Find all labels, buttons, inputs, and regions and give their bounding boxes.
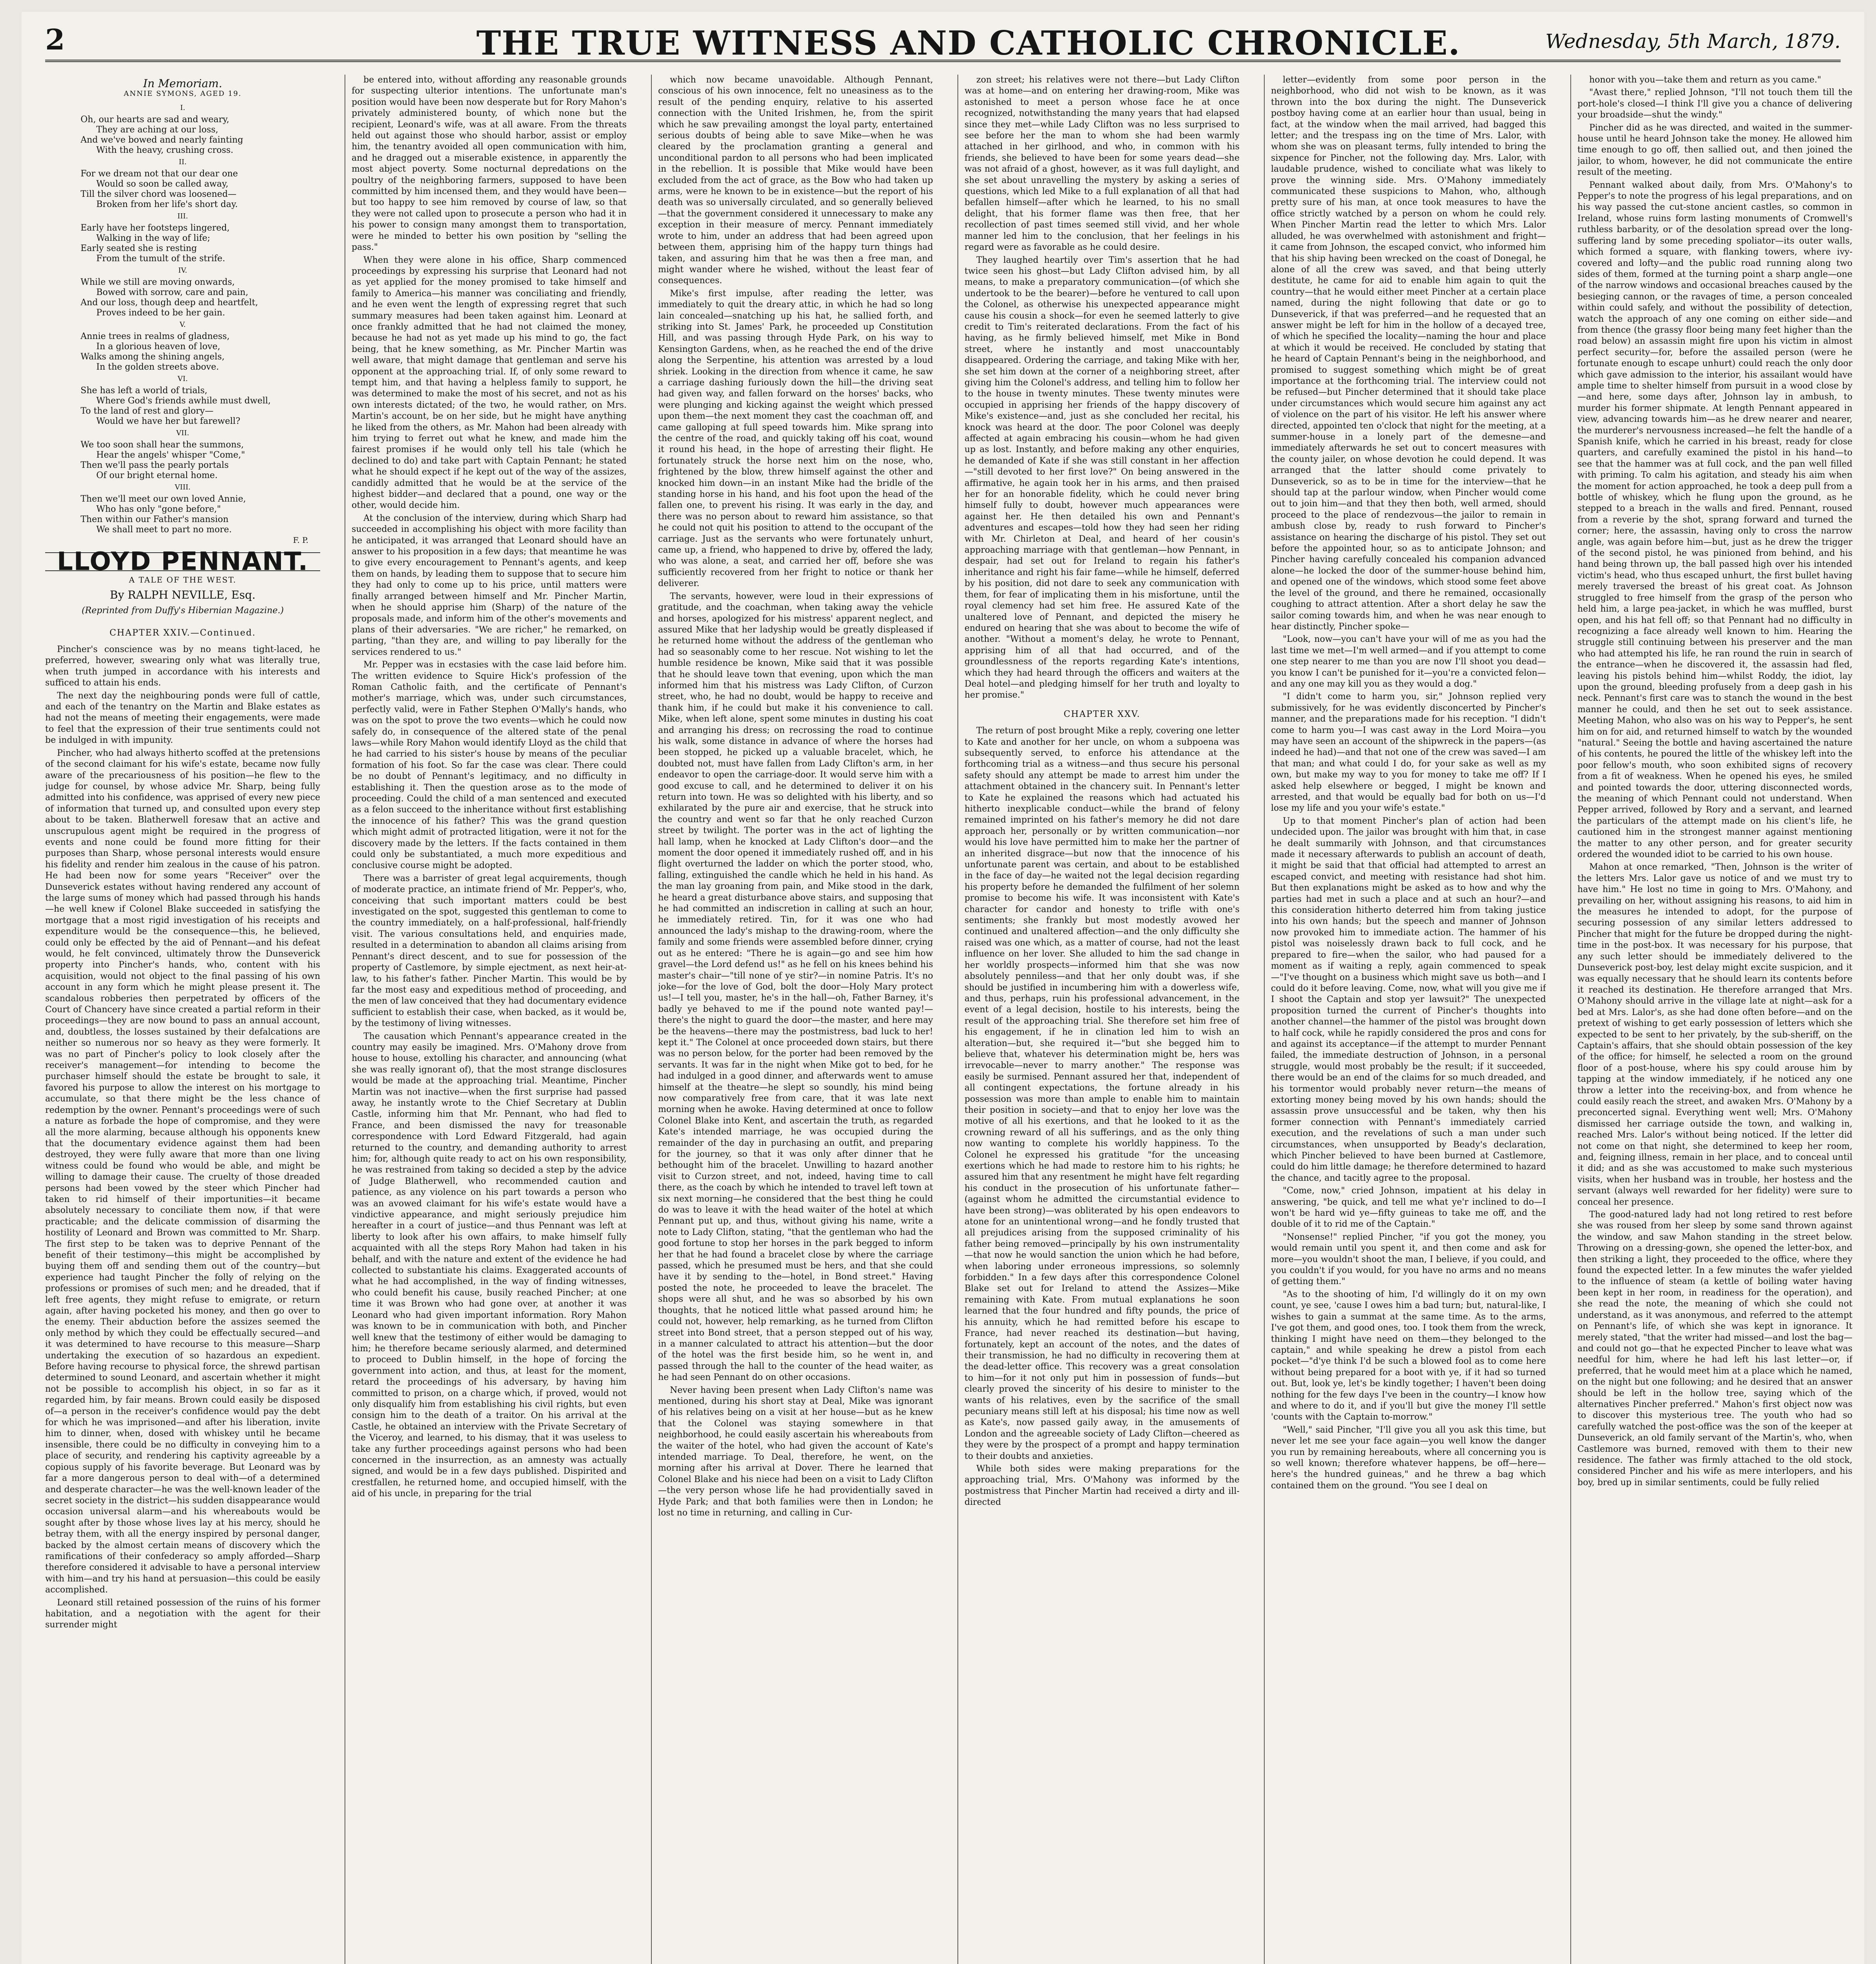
column-rule <box>651 75 652 1964</box>
stanza-number: V. <box>180 321 186 329</box>
paragraph: "As to the shooting of him, I'd willingly do it on my own count, ye see, 'cause I owes him a bad turn; but, natural-like, I wishes to gain a summat at the same time. As to the arms, I've got them, and good ones, too. I took them from the wreck, thinking I might have need on them—they belonged to the captain," and while speaking he drew a pistol from each pocket—"d'ye think I'd be such a blowed fool as to come here without being prepared for a boot with ye, if it had so turned out. But, look ye, let's be kindly together; I haven't been doing nothing for the few days I've been in the country—I know how and where to do it, and if you'll but give the money I'll settle 'counts with the Captain to-morrow." <box>1271 1289 1546 1422</box>
paragraph: There was a barrister of great legal acquirements, though of moderate practice, an intimate friend of Mr. Pepper's, who, conceiving that such important matters could be best investigated on the spot, suggested this gentleman to come to the country immediately, on a half-professional, half-friendly visit. The various consultations held, and enquiries made, resulted in a determination to abandon all claims arising from Pennant's direct descent, and to sue for possession of the property of Castlemore, by simple ejectment, as next heir-at-law, to his father's father. Pincher Martin. This would be by far the most easy and expeditious method of proceeding, and the men of law conceived that they had documentary evidence sufficient to establish their case, when backed, as it would be, by the testimony of living witnesses. <box>352 873 627 1029</box>
story-title: LLOYD PENNANT. <box>45 552 320 571</box>
page-number: 2 <box>45 23 65 56</box>
column-rule <box>1264 75 1265 1964</box>
column-6-text <box>1577 75 1852 1488</box>
paragraph: Mr. Pepper was in ecstasies with the case laid before him. The written evidence to Squire Hick's profession of the Roman Catholic faith, and the certificate of Pennant's mother's marriage, which was, under such circumstances, perfectly valid, were in Father Stephen O'Mally's hands, who was on the spot to prove the two events—which he could now safely do, in consequence of the altered state of the penal laws—while Rory Mahon would identify Lloyd as the child that he had carried to his sister's house by means of the peculiar formation of his foot. So far the case was clear. There could be no doubt of Pennant's legitimacy, and no difficulty in establishing it. Then the question arose as to the mode of proceeding. Could the child of a man sentenced and executed as a felon succeed to the inheritance without first establishing the innocence of his father? This was the grand question which might admit of protracted litigation, were it not for the discovery made by the letters. If the facts contained in them could only be substantiated, a much more expeditious and conclusive course might be adopted. <box>352 660 627 871</box>
paragraph: "Nonsense!" replied Pincher, "if you got the money, you would remain until you spent it, and then come and ask for more—you wouldn't shoot the man, I believe, if you could, and you couldn't if you would, for you have no arms and no means of getting them." <box>1271 1232 1546 1287</box>
poem-line: Then within our Father's mansion <box>81 515 229 524</box>
paragraph: "Avast there," replied Johnson, "I'll not touch them till the port-hole's closed—I think I'll give you a chance of delivering your broadside—shut the windy." <box>1577 88 1852 120</box>
masthead <box>45 19 1841 62</box>
stanza-number: IV. <box>178 266 187 275</box>
paragraph: Mahon at once remarked, "Then, Johnson is the writer of the letters Mrs. Lalor gave us notice of and we must try to have him." He lost no time in going to Mrs. O'Mahony, and prevailing on her, without assigning his reasons, to aid him in the measures he intended to adopt, for the purpose of securing possession of any similar letters addressed to Pincher that might for the future be dropped during the night-time in the post-box. It was necessary for his purpose, that any such letter should be immediately delivered to the Dunseverick post-boy, lest delay might excite suspicion, and it was equally necessary that he should learn its contents before it reached its destination. He therefore arranged that Mrs. O'Mahony should arrive in the village late at night—ask for a bed at Mrs. Lalor's, as she had done often before—and on the pretext of wishing to get early possession of letters which she expected to be sent to her privately, by the sub-sheriff, on the Captain's affairs, that she should obtain possession of the key of the office; for himself, he selected a room on the ground floor of a post-house, where his spy could arouse him by tapping at the window immediately, if he noticed any one throw a letter into the receiving-box, and from whence he could easily reach the street, and awaken Mrs. O'Mahony by a preconcerted signal. Everything went well; Mrs. O'Mahony dismissed her carriage outside the town, and walking in, reached Mrs. Lalor's without being noticed. If the letter did not come on that night, she determined to keep her room, and, feigning illness, remain in her place, and to conceal until it did; and as she was accustomed to make such mysterious visits, when her husband was in trouble, her hostess and the servant (always well rewarded for her fidelity) were sure to conceal her presence. <box>1577 862 1852 1207</box>
paragraph: The next day the neighbouring ponds were full of cattle, and each of the tenantry on the Martin and Blake estates as had not the means of meeting their engagements, were made to feel that the expression of their true sentiments could not be indulged in with impunity. <box>45 691 320 746</box>
paragraph: The servants, however, were loud in their expressions of gratitude, and the coachman, when taking away the vehicle and horses, apologized for his mistress' apparent neglect, and assured Mike that her ladyship would be greatly displeased if he returned home without the address of the gentleman who had so seasonably come to her rescue. Not wishing to let the humble residence be known, Mike said that it was possible that he should leave town that evening, upon which the man informed him that his mistress was Lady Clifton, of Curzon street, who, he had no doubt, would be happy to receive and thank him, if he could but make it his convenience to call. Mike, when left alone, spent some minutes in dusting his coat and arranging his dress; on recrossing the road to continue his walk, some distance in advance of where the horses had been stopped, he picked up a valuable bracelet, which, he doubted not, must have fallen from Lady Clifton's arm, in her endeavor to open the carriage-door. It would serve him with a good excuse to call, and he determined to deliver it on his return into town. He was so delighted with his liberty, and so exhilarated by the pure air and exercise, that he struck into the country and went so far that he only reached Curzon street by twilight. The porter was in the act of lighting the hall lamp, when he knocked at Lady Clifton's door—and the moment the door opened it immediately rushed off, and in his flight overturned the ladder on which the porter stood, who, falling, extinguished the candle which he held in his hand. As the man lay groaning from pain, and Mike stood in the dark, he heard a great disturbance above stairs, and supposing that he had committed an indiscretion in calling at such an hour, he immediately retired. Tin, for it was one who had announced the lady's mishap to the drawing-room, where the family and some friends were assembled before dinner, crying out as he entered: "There he is again—go and see him how gravel—the Lord defend us!" as he fell on his knees behind his master's chair—"till none of ye stir?—in nomine Patris. It's no joke—for the love of God, bolt the door—Holy Mary protect us!—I tell you, master, he's in the hall—oh, Father Barney, it's badly ye behaved to me if the pound note wanted pay!—there's the night to guard the door—the master, and here may be the heavens—there may the postmistress, bad luck to her! kept it." The Colonel at once proceeded down stairs, but there was no person below, for the porter had been removed by the servants. It was far in the night when Mike got to bed, for he had indulged in a good dinner, and afterwards went to amuse himself at the theatre—he slept so soundly, his mind being now comparatively free from care, that it was late next morning when he awoke. Having determined at once to follow Colonel Blake into Kent, and ascertain the truth, as regarded Kate's intended marriage, he was occupied during the remainder of the day in purchasing an outfit, and preparing for the journey, so that it was only after dinner that he bethought him of the bracelet. Unwilling to hazard another visit to Curzon street, and not, indeed, having time to call there, as the coach by which he intended to travel left town at six next morning—he considered that the best thing he could do was to leave it with the head waiter of the hotel at which Pennant put up, and thus, without giving his name, write a note to Lady Clifton, stating, "that the gentleman who had the good fortune to stop her horses in the park begged to inform her that he had found a bracelet close by where the carriage passed, which he presumed must be hers, and that she could have it by sending to the—hotel, in Bond street." Having posted the note, he proceeded to leave the bracelet. The shops were all shut, and he was so absorbed by his own thoughts, that he noticed little what passed around him; he could not, however, help remarking, as he turned from Clifton street into Bond street, that a person stepped out of his way, in a manner calculated to attract his attention—but the door of the hotel was the first beside him, so he went in, and passed through the hall to the counter of the head waiter, as he had seen Pennant do on other occasions. <box>658 591 933 1383</box>
paragraph: When they were alone in his office, Sharp commenced proceedings by expressing his surprise that Leonard had not as yet applied for the money promised to take himself and family to America—his manner was conciliating and friendly, and he even went the length of expressing regret that such summary measures had been taken against him. Leonard at once frankly admitted that he had not claimed the money, because he had not as yet made up his mind to go, the fact being, that he knew something, as Mr. Pincher Martin was well aware, that might damage that gentleman and serve his opponent at the approaching trial. If, of only some reward to tempt him, and that having a helpless family to support, he was determined to make the most of his secret, and not as his own interests dictated; of the two, he would rather, on Mrs. Martin's account, be on her side, but he might have anything he liked from the others, as Mr. Mahon had been already with him trying to ferret out what he knew, and made him the fairest promises if he would only tell his tale (which he declined to do) and take part with Captain Pennant; he stated what he should expect if he kept out of the way of the assizes, candidly admitted that he would be at the service of the highest bidder—and declared that a pound, one way or the other, would decide him. <box>352 255 627 511</box>
stanza-number: III. <box>177 212 188 220</box>
paragraph: honor with you—take them and return as you came." <box>1589 75 1821 85</box>
poem-line: Bowed with sorrow, care and pain, <box>96 288 248 297</box>
poem-line: Would so soon be called away, <box>96 179 229 189</box>
paragraph: They laughed heartily over Tim's assertion that he had twice seen his ghost—but Lady Clifton advised him, by all means, to make a preparatory communication—(of which she undertook to be the bearer)—before he ventured to call upon the Colonel, as otherwise his unexpected appearance might cause his cousin a shock—for even he seemed latterly to give credit to Tim's reiterated declarations. From the fact of his having, as he firmly believed himself, met Mike in Bond street, where he instantly and most unaccountably disappeared. Ordering the carriage, and taking Mike with her, she set him down at the corner of a neighboring street, after giving him the Colonel's address, and telling him to follow her to the house in twenty minutes. These twenty minutes were occupied in apprising her friends of the happy discovery of Mike's existence—and, just as she concluded her recital, his knock was heard at the door. The poor Colonel was deeply affected at again embracing his cousin—whom he had given up as lost. Instantly, and before making any other enquiries, he demanded of Kate if she was still constant in her affection—"still devoted to her first love?" On being answered in the affirmative, he again took her in his arms, and then praised her for an honorable fidelity, which he could never bring himself fully to doubt, however much appearances were against her. He then detailed his own and Pennant's adventures and escapes—told how they had seen her riding with Mr. Chirleton at Deal, and heard of her cousin's approaching marriage with that gentleman—how Pennant, in despair, had set out for Ireland to regain his father's inheritance and right his fair fame—while he himself, deferred by his position, did not dare to seek any communication with them, for fear of implicating them in his misfortune, until the royal clemency had set him free. He assured Kate of the unaltered love of Pennant, and depicted the misery he endured on hearing that she was about to become the wife of another. "Without a moment's delay, he wrote to Pennant, apprising him of all that had occurred, and of the groundlessness of the reports regarding Kate's intentions, which they had heard through the officers and waiters at the Deal hotel—and pledging himself for her truth and loyalty to her promise." <box>965 255 1240 700</box>
column-4 <box>965 75 1240 1964</box>
poem-line: Early seated she is resting <box>81 244 197 253</box>
poem-line: Where God's friends awhile must dwell, <box>96 396 271 406</box>
poem <box>45 79 320 545</box>
paragraph: The causation which Pennant's appearance created in the country may easily be imagined. Mrs. O'Mahony drove from house to house, extolling his character, and announcing (what she was really ignorant of), that the most strange disclosures would be made at the approaching trial. Meantime, Pincher Martin was not inactive—when the first surprise had passed away, he instantly wrote to the Chief Secretary at Dublin Castle, informing him that Mr. Pennant, who had fled to France, and been dismissed the navy for treasonable correspondence with Lord Edward Fitzgerald, had again returned to the country, and demanding authority to arrest him; for, although quite ready to act on his own responsibility, he was restrained from taking so decided a step by the advice of Judge Blatherwell, who recommended caution and patience, as any violence on his part towards a person who was an avowed claimant for his wife's estate would have a vindictive appearance, and might seriously prejudice him hereafter in a court of justice—and thus Pennant was left at liberty to look after his own affairs, to make himself fully acquainted with all the steps Rory Mahon had taken in his behalf, and with the nature and extent of the evidence he had collected to substantiate his claims. Exaggerated accounts of what he had accomplished, in the way of finding witnesses, who could benefit his cause, busily reached Pincher; at one time it was Brown who had gone over, at another it was Leonard who had given important information. Rory Mahon was known to be in communication with both, and Pincher well knew that the testimony of either would be damaging to him; he therefore became seriously alarmed, and determined to proceed to Dublin himself, in the hope of forcing the government into action, and thus, at least for the moment, retard the proceedings of his adversary, by having him committed to prison, on a charge which, if proved, would not only disqualify him from establishing his civil rights, but even consign him to the death of a traitor. On his arrival at the Castle, he obtained an interview with the Private Secretary of the Viceroy, and learned, to his dismay, that it was useless to take any further proceedings against persons who had been concerned in the insurrection, as an amnesty was actually signed, and would be in a few days published. Dispirited and crestfallen, he returned home, and occupied himself, with the aid of his uncle, in preparing for the trial <box>352 1031 627 1499</box>
poem-line: We too soon shall hear the summons, <box>81 440 244 450</box>
story-author: By RALPH NEVILLE, Esq. <box>110 588 256 601</box>
poem-line: Till the silver chord was loosened— <box>81 189 237 199</box>
story-reprint-note: (Reprinted from Duffy's Hibernian Magazine.) <box>81 606 284 616</box>
poem-line: Walks among the shining angels, <box>81 352 225 362</box>
poem-line: And we've bowed and nearly fainting <box>81 135 243 145</box>
paragraph: While both sides were making preparations for the approaching trial, Mrs. O'Mahony was informed by the postmistress that Pincher Martin had received a dirty and ill-directed <box>965 1464 1240 1508</box>
paragraph: Never having been present when Lady Clifton's name was mentioned, during his short stay at Deal, Mike was ignorant of his relatives being on a visit at her house—but as he knew that the Colonel was staying somewhere in that neighborhood, he could easily ascertain his whereabouts from the waiter of the hotel, who had given the account of Kate's intended marriage. To Deal, therefore, he went, on the morning after his arrival at Dover. There he learned that Colonel Blake and his niece had been on a visit to Lady Clifton—the very person whose life he had providentially saved in Hyde Park; and that both families were then in London; he lost no time in returning, and calling in Cur- <box>658 1385 933 1518</box>
paragraph: zon street; his relatives were not there—but Lady Clifton was at home—and on entering her drawing-room, Mike was astonished to meet a person whose face he at once recognized, notwithstanding the many years that had elapsed since they met—while Lady Clifton was no less surprised to see before her the man to whom she had been warmly attached in her girlhood, and who, in common with his friends, she believed to have been for some years dead—she was not afraid of a ghost, however, as it was full daylight, and she set about unravelling the mystery by asking a series of questions, which led Mike to a full explanation of all that had befallen himself—after which he learned, to his no small delight, that his former flame was then free, that her recollection of past times seemed still vivid, and her whole manner led him to the conclusion, that her feelings in his regard were as favorable as he could desire. <box>965 75 1240 253</box>
column-2 <box>352 75 627 1964</box>
column-6 <box>1577 75 1852 1964</box>
paragraph: "Well," said Pincher, "I'll give you all you ask this time, but never let me see your face again—you well know the danger you run by remaining hereabouts, where all concerning you is so well known; therefore whatever happens, be off—here—here's the hundred guineas," and he threw a bag which contained them on the ground. "You see I deal on <box>1271 1425 1546 1491</box>
paragraph: At the conclusion of the interview, during which Sharp had succeeded in accomplishing his object with more facility than he anticipated, it was arranged that Leonard should have an answer to his proposition in a few days; that meantime he was to give every encouragement to Pennant's agents, and keep them on hands, by leading them to suppose that to secure him they had only to come up to his price, until matters were finally arranged between himself and Mr. Pincher Martin, when he should apprise him (Sharp) of the nature of the proposals made, and inform him of the other's movements and plans of their adversaries. "We are richer," he remarked, on parting, "than they are, and willing to pay liberally for the services rendered to us." <box>352 513 627 657</box>
stanza-number: I. <box>180 104 185 112</box>
poem-line: Then we'll pass the pearly portals <box>81 460 229 470</box>
column-3 <box>658 75 933 1964</box>
poem-line: We shall meet to part no more. <box>96 525 232 535</box>
poem-line: To the land of rest and glory— <box>81 406 214 416</box>
stanza-number: VII. <box>176 429 189 437</box>
column-5 <box>1271 75 1546 1964</box>
poem-line: She has left a world of trials, <box>81 386 207 396</box>
column-1-text <box>45 644 320 1631</box>
paragraph: Leonard still retained possession of the ruins of his former habitation, and a negotiation with the agent for their surrender might <box>45 1598 320 1630</box>
paragraph: be entered into, without affording any reasonable grounds for suspecting ulterior intentions. The unfortunate man's position would have been now desperate but for Rory Mahon's privately administered bounty, of which none but the recipient, Leonard's wife, was at all aware. From the threats held out against those who should harbor, assist or employ him, the tenantry avoided all open communication with him, and he dragged out a miserable existence, in apparently the most abject poverty. Some nocturnal depredations on the poultry of the neighboring farmers, supposed to have been committed by him incensed them, and they would have been—but too happy to see him removed by course of law, so that they were not called upon to prosecute a person who had it in his power to consign many amongst them to transportation, were he minded to better his own position by "selling the pass." <box>352 75 627 253</box>
paragraph: Mike's first impulse, after reading the letter, was immediately to quit the dreary attic, in which he had so long lain concealed—snatching up his hat, he sallied forth, and striking into St. James' Park, he proceeded up Constitution Hill, and was passing through Hyde Park, on his way to Kensington Gardens, when, as he reached the end of the drive along the Serpentine, his attention was arrested by a loud shriek. Looking in the direction from whence it came, he saw a carriage dashing furiously down the hill—the driving seat had given way, and fallen forward on the horses' backs, who were plunging and kicking against the weight which pressed upon them—the next moment they cast the coachman off, and came galloping at full speed towards him. Mike sprang into the centre of the road, and quickly taking off his coat, wound it round his head, in the hope of arresting their flight. He fortunately struck the horse next him on the nose, who, frightened by the blow, threw himself against the other and knocked him down—in an instant Mike had the bridle of the standing horse in his hand, and his foot upon the head of the fallen one, to prevent his rising. It was early in the day, and there was no person about to reward him assistance, so that he could not quit his position to attend to the occupant of the carriage. Just as the servants who were fortunately unhurt, came up, a friend, who happened to drive by, offered the lady, who was alone, a seat, and carried her off, before she was sufficiently recovered from her fright to notice or thank her deliverer. <box>658 288 933 589</box>
poem-line: Hear the angels' whisper "Come," <box>96 450 245 460</box>
poem-line: Broken from her life's short day. <box>96 200 238 209</box>
paragraph: The good-natured lady had not long retired to rest before she was roused from her sleep by some sand thrown against the window, and saw Mahon standing in the street below. Throwing on a dressing-gown, she opened the letter-box, and then striking a light, they proceeded to the office, where they found the expected letter. In a few minutes the wafer yielded to the influence of steam (a kettle of boiling water having been kept in her room, in readiness for the operation), and she read the note, the meaning of which she could not understand, as it was anonymous, and referred to the attempt on Pennant's life, of which she was kept in ignorance. It merely stated, "that the writer had missed—and lost the bag—and could not go—that he expected Pincher to leave what was needful for him, where he had left his last letter—or, if preferred, that he would meet him at a place which he named, on the night but one following; and he desired that an answer should be left in the hollow tree, saying which of the alternatives Pincher preferred." Mahon's first object now was to discover this mysterious tree. The youth who had so carefully watched the post-office was the son of the keeper at Dunseverick, an old family servant of the Martin's, who, when Castlemore was burned, removed with them to their new residence. The father was firmly attached to the old stock, considered Pincher and his wife as mere interlopers, and his boy, bred up in similar sentiments, could be fully relied <box>1577 1210 1852 1488</box>
poem-signature: F. P. <box>293 535 308 545</box>
newspaper-title: THE TRUE WITNESS AND CATHOLIC CHRONICLE. <box>476 24 1461 62</box>
poem-line: Proves indeed to be her gain. <box>96 308 225 318</box>
poem-line: In a glorious heaven of love, <box>96 342 220 352</box>
poem-line: Annie trees in realms of gladness, <box>81 332 230 341</box>
poem-subtitle: ANNIE SYMONS, AGED 19. <box>123 90 242 98</box>
chapter-heading-25: CHAPTER XXV. <box>1064 709 1141 719</box>
story-subtitle: A TALE OF THE WEST. <box>129 575 237 585</box>
poem-title: In Memoriam. <box>143 77 222 90</box>
column-3-text <box>658 75 933 1519</box>
column-1 <box>45 75 320 1964</box>
paragraph: Pennant walked about daily, from Mrs. O'Mahony's to Pepper's to note the progress of his legal preparations, and on his way passed the cut-stone ancient castles, so common in Ireland, whose ruins form lasting monuments of Cromwell's ruthless barbarity, or of the desolation spread over the long-suffering land by some preceding spoliator—its outer walls, which formed a square, with flanking towers, where ivy-covered and lofty—and the public road running along two sides of them, formed at the turning point a sharp angle—one of the narrow windows and occasional breaches caused by the besieging cannon, or the ravages of time, a person concealed within could safely, and without the possibility of detection, watch the approach of any one coming on either side—and from thence (the grassy floor being many feet higher than the road below) an assassin might fire upon his victim in almost perfect security—for, before the assailed person (were he fortunate enough to escape unhurt) could reach the only door which gave admission to the interior, his assailant would have ample time to shelter himself from pursuit in a wood close by—and here, some days after, Johnson lay in ambush, to murder his former shipmate. At length Pennant appeared in view, advancing towards him—as he drew nearer and nearer, the murderer's nervousness increased—he felt the handle of a Spanish knife, which he carried in his breast, ready for close quarters, and carefully examined the pistol in his hand—to see that the hammer was at full cock, and the pan well filled with priming. To calm his agitation, and steady his aim when the moment for action approached, he took a deep pull from a bottle of whiskey, which he flung upon the ground, as he stepped to a breach in the walls and fired. Pennant, roused from a reverie by the shot, sprang forward and turned the corner; here, the assassin, having only to cross the narrow angle, was again before him—but, just as he drew the trigger of the second pistol, he was pinioned from behind, and his hand being thrown up, the ball passed high over his intended victim's head, who thus escaped unhurt, the first bullet having merely traversed the breast of his great coat. As Johnson struggled to free himself from the grasp of the person who held him, a large pea-jacket, in which he was muffled, burst open, and his hat fell off; so that Pennant had no difficulty in recognizing a face already well known to him. Hearing the struggle still continuing between his preserver and the man who had attempted his life, he ran round the ruin in search of the entrance—when he discovered it, the assassin had fled, leaving his pistols behind him—whilst Roddy, the idiot, lay upon the ground, bleeding profusely from a deep gash in his neck. Pennant's first care was to stanch the wound in the best manner he could, and then he set out to seek assistance. Meeting Mahon, who also was on his way to Pepper's, he sent him on for aid, and returned himself to watch by the wounded "natural." Seeing the bottle and having ascertained the nature of his contents, he poured the little of the whiskey left into the poor fellow's mouth, who soon exhibited signs of recovery from a fit of weakness. When he opened his eyes, he smiled and pointed towards the door, uttering disconnected words, the meaning of which Pennant could not understand. When Pepper arrived, followed by Rory and a servant, and learned the particulars of the attempt made on his client's life, he cautioned him in the strongest manner against mentioning the matter to any other person, and for greater security ordered the wounded idiot to be carried to his own house. <box>1577 180 1852 860</box>
paragraph: Pincher, who had always hitherto scoffed at the pretensions of the second claimant for his wife's estate, became now fully aware of the precariousness of his position—he flew to the judge for counsel, by whose advice Mr. Sharp, being fully admitted into his confidence, was apprised of every new piece of information that turned up, and consulted upon every step about to be taken. Blatherwell foresaw that an active and unscrupulous agent might be required in the progress of events and none could be found more fitting for their purposes than Sharp, whose personal interests would ensure his fidelity and render him zealous in the cause of his patron. He had been now for some years "Receiver" over the Dunseverick estates without having rendered any account of the large sums of money which had passed through his hands—he well knew if Colonel Blake succeeded in satisfying the mortgage that a most rigid investigation of his receipts and expenditure would be the consequence—this, he believed, could only be effected by the aid of Pennant—and his defeat would, he felt convinced, ultimately throw the Dunseverick property into Pincher's hands, who, content with his acquisition, would not object to the final passing of his own account in any form which he might please present it. The scandalous robberies then perpetrated by officers of the Court of Chancery have since created a partial reform in their proceedings—they are now bound to pass an annual account, and, doubtless, the losses sustained by their defalcations are neither so numerous nor so heavy as they were formerly. It was no part of Pincher's policy to look closely after the receiver's management—for intending to become the purchaser himself should the estate be brought to sale, it favored his purpose to allow the interest on his mortgage to accumulate, so that there might be the less chance of redemption by the owner. Pennant's proceedings were of such a nature as forbade the hope of compromise, and they were all the more alarming, because although his opponents knew that the documentary evidence against them had been destroyed, they were fully aware that more than one living witness could be found who would be able, and might be willing to damage their cause. The cruelty of those dreaded persons had been vowed by the steer which Pincher had taken to rid himself of their importunities—it became absolutely necessary to conciliate them now, if that were practicable; and the delicate commission of disarming the hostility of Leonard and Brown was committed to Mr. Sharp. The first step to be taken was to deprive Pennant of the benefit of their testimony—this might be accomplished by buying them off and sending them out of the country—but experience had taught Pincher the folly of relying on the professions or promises of such men; and he dreaded, that if left free agents, they might refuse to emigrate, or return again, after having pocketed his money, and then go over to the enemy. Their abduction before the assizes seemed the only method by which they could be effectually secured—and it was determined to have recourse to this measure—Sharp undertaking the execution of so hazardous an expedient. Before having recourse to physical force, the shrewd partisan determined to sound Leonard, and ascertain whether it might not be possible to accomplish his object, in so far as it regarded him, by fair means. Brown could easily be disposed of—a person in the receiver's confidence would pay the debt for which he was imprisoned—and after his liberation, invite him to dinner, when, dosed with whiskey until he became insensible, there could be no difficulty in conveying him to a place of security, and rendering his captivity agreeable by a copious supply of his favorite beverage. But Leonard was by far a more dangerous person to deal with—of a determined and desperate character—he was the well-known leader of the secret society in the district—his sudden disappearance would occasion universal alarm—and his whereabouts would be sought after by those whose lives lay at his mercy, should he betray them, with all the energy inspired by personal danger, backed by the almost certain means of discovery which the ramifications of their confederacy so amply afforded—Sharp therefore considered it advisable to have a personal interview with him—and try his hand at persuasion—this could be easily accomplished. <box>45 748 320 1595</box>
poem-line: Of our bright eternal home. <box>96 471 218 480</box>
newspaper-page <box>22 12 1864 1964</box>
column-rule <box>957 75 958 1964</box>
poem-line: For we dream not that our dear one <box>81 169 238 179</box>
poem-line: Would we have her but farewell? <box>96 416 240 426</box>
column-4-text-continued <box>965 726 1240 1508</box>
poem-line: While we still are moving onwards, <box>81 277 235 287</box>
paragraph: "Come, now," cried Johnson, impatient at his delay in answering, "be quick, and tell me what ye'r inclined to do—I won't be hard wid ye—fifty guineas to take me off, and the double of it to rid me of the Captain." <box>1271 1186 1546 1229</box>
poem-line: Walking in the way of life; <box>96 233 211 243</box>
chapter-heading-24: CHAPTER XXIV.—Continued. <box>109 628 256 638</box>
paragraph: which now became unavoidable. Although Pennant, conscious of his own innocence, felt no uneasiness as to the result of the pending enquiry, relative to his asserted connection with the United Irishmen, he, from the spirit which he saw prevailing amongst the loyal party, entertained serious doubts of being able to save Mike—when he was cleared by the proclamation granting a general and unconditional pardon to all persons who had been implicated in the rebellion. It is possible that Mike would have been excluded from the act of grace, as the Bow who had taken up arms, were he known to be in existence—but the report of his death was so universally circulated, and so generally believed—that the government considered it unnecessary to make any exception in their measure of mercy. Pennant immediately wrote to him, under an address that had been agreed upon between them, apprising him of the happy turn things had taken, and assuring him that he was then a free man, and might wander where he wished, without the least fear of consequences. <box>658 75 933 286</box>
stanza-number: VIII. <box>174 483 191 491</box>
paragraph: The return of post brought Mike a reply, covering one letter to Kate and another for her uncle, on whom a subpoena was subsequently served, to enforce his attendance at the forthcoming trial as a witness—and thus secure his personal safety should any attempt be made to arrest him under the attachment obtained in the chancery suit. In Pennant's letter to Kate he explained the reasons which had actuated his hitherto inexplicable conduct—while the brand of felony remained imprinted on his father's memory he did not dare approach her, personally or by written communication—nor would his love have permitted him to make her the partner of an inherited disgrace—but now that the innocence of his unfortunate parent was certain, and about to be established in the face of day—he waited not the legal decision regarding his property before he demanded the fulfilment of her solemn promise to become his wife. It was inconsistent with Kate's character for candor and honesty to trifle with one's sentiments; she frankly but most modestly avowed her continued and unaltered affection—and the only difficulty she raised was one which, as a matter of course, had not the least influence on her lover. She alluded to him the sad change in her worldly prospects—informed him that she was now absolutely penniless—and that her only doubt was, if she should be justified in incumbering him with a dowerless wife, and thus, perhaps, ruin his professional advancement, in the event of a legal decision, hostile to his interests, being the result of the approaching trial. She therefore set him free of his engagement, if he in clination led him to wish an alteration—but, she required it—"but she begged him to believe that, whatever his determination might be, hers was irrevocable—never to marry another." The response was easily be surmised. Pennant assured her that, independent of all contingent expectations, the fortune already in his possession was more than ample to enable him to maintain their position in society—and that to enjoy her love was the motive of all his exertions, and that he looked to it as the crowning reward of all his sufferings, and as the only thing now wanting to complete his worldly happiness. To the Colonel he expressed his gratitude "for the unceasing exertions which he had made to restore him to his rights; he assured him that any resentment he might have felt regarding his conduct in the prosecution of his unfortunate father—(against whom he admitted the circumstantial evidence to have been strong)—was obliterated by his open endeavors to atone for an unintentional wrong—and he fondly trusted that all prejudices arising from the supposed criminality of his father being removed—principally by his own instrumentality—that now he would sanction the union which he had before, when laboring under erroneous impressions, so solemnly forbidden." In a few days after this correspondence Colonel Blake set out for Ireland to attend the Assizes—Mike remaining with Kate. From mutual explanations he soon learned that the four hundred and fifty pounds, the price of his annuity, which he had remitted before his escape to France, had never reached its destination—but having, fortunately, kept an account of the notes, and the dates of their transmission, he had no difficulty in recovering them at the dead-letter office. This recovery was a great consolation to him—for it not only put him in possession of funds—but clearly proved the sincerity of his desire to minister to the wants of his relatives, even by the sacrifice of the small pecuniary means still left at his disposal; his time now as well as Kate's, now passed gaily away, in the amusements of London and the agreeable society of Lady Clifton—cheered as they were by the prospect of a prompt and happy termination to their doubts and anxieties. <box>965 726 1240 1461</box>
column-4-text <box>965 75 1240 701</box>
poem-line: From the tumult of the strife. <box>96 254 226 264</box>
column-2-text <box>352 75 627 1500</box>
column-rule <box>1570 75 1571 1964</box>
paragraph: "I didn't come to harm you, sir," Johnson replied very submissively, for he was evidently disconcerted by Pincher's manner, and the preparations made for his reception. "I didn't come to harm you—I was cast away in the Lord Moira—you may have seen an account of the shipwreck in the papers—(as indeed he had)—and that not one of the crew was saved—I am that man; and what could I do, for your sake as well as my own, but make my way to you for money to take me off? If I asked help elsewhere or begged, I might be known and arrested, and that would be equally bad for both on us—I'd lose my life and you your wife's estate." <box>1271 692 1546 813</box>
masthead-rule <box>45 60 1841 62</box>
stanza-number: II. <box>179 158 187 166</box>
poem-line: They are aching at our loss, <box>96 125 218 135</box>
column-5-text <box>1271 75 1546 1491</box>
paragraph: Up to that moment Pincher's plan of action had been undecided upon. The jailor was brought with him that, in case he dealt summarily with Johnson, and that circumstances made it necessary afterwards to publish an account of death, it might be said that that official had attempted to arrest an escaped convict, and meeting with resistance had shot him. But then explanations might be asked as to how and why the parties had met in such a place and at such an hour?—and this consideration hitherto deterred him from taking justice into his own hands; but the speech and manner of Johnson now provoked him to immediate action. The hammer of his pistol was noiselessly drawn back to full cock, and he prepared to fire—when the sailor, who had paused for a moment as if waiting a reply, again commenced to speak—"I've thought on a business which might save us both—and I could do it before leaving. Come, now, what will you give me if I shoot the Captain and stop yer lawsuit?" The unexpected proposition turned the current of Pincher's thoughts into another channel—the hammer of the pistol was brought down to half cock, while he rapidly considered the pros and cons for and against its acceptance—if the attempt to murder Pennant failed, the immediate destruction of Johnson, in a personal struggle, would most probably be the result; if it succeeded, there would be an end of the claims for so much dreaded, and his tormentor would probably never return—the means of extorting money being moved by his own hands; should the assassin prove unsuccessful and be taken, why then his former connection with Pennant's immediately carried execution, and the revelations of such a man under such circumstances, when unsupported by Beady's declaration, which Pincher believed to have been burned at Castlemore, could do him little damage; he therefore determined to hazard the chance, and tacitly agree to the proposal. <box>1271 816 1546 1183</box>
poem-line: Oh, our hearts are sad and weary, <box>81 115 229 125</box>
issue-date: Wednesday, 5th March, 1879. <box>1545 30 1841 53</box>
poem-stanzas <box>45 103 320 535</box>
stanza-number: VI. <box>178 375 188 383</box>
poem-line: Early have her footsteps lingered, <box>81 223 230 233</box>
poem-line: In the golden streets above. <box>96 362 219 372</box>
paragraph: "Look, now—you can't have your will of me as you had the last time we met—I'm well armed—and if you attempt to come one step nearer to me than you are now I'll shoot you dead—you know I can't be punished for it—you're a convicted felon—and any one may kill you as they would a dog." <box>1271 634 1546 689</box>
paragraph: Pincher's conscience was by no means tight-laced, he preferred, however, swearing only what was literally true, when truth jumped in accordance with his interests and sufficed to attain his ends. <box>45 645 320 688</box>
paragraph: letter—evidently from some poor person in the neighborhood, who did not wish to be known, as it was thrown into the box during the night. The Dunseverick postboy having come at an earlier hour than usual, being in fact, at the window when the mail arrived, had bagged this letter; and the trespass ing on the time of Mrs. Lalor, with whom she was on pleasant terms, fully intended to bring the sixpence for Pincher, not the following day. Mrs. Lalor, with laudable prudence, wished to conciliate what was likely to prove the winning side. Mrs. O'Mahony immediately communicated these suspicions to Mahon, who, although pretty sure of his man, at once took measures to have the office strictly watched by a person on whom he could rely. When Pincher Martin read the letter to which Mrs. Lalor alluded, he was overwhelmed with astonishment and fright—it came from Johnson, the escaped convict, who informed him that his ship having been wrecked on the coast of Donegal, he alone of all the crew was saved, and that being utterly destitute, he came for aid to enable him again to quit the country—that he would either meet Pincher at a certain place named, during the night following that date or go to Dunseverick, if that was preferred—and he requested that an answer might be left for him in the hollow of a decayed tree, of which he specified the locality—naming the hour and place at which it would be received. He concluded by stating that he heard of Captain Pennant's being in the neighborhood, and promised to suggest something which might be of great importance at the forthcoming trial. The interview could not be refused—but Pincher determined that it should take place under circumstances which would secure him against any act of violence on the part of his visitor. He left his answer where directed, appointed ten o'clock that night for the meeting, at a summer-house in a lonely part of the demesne—and immediately afterwards he set out to concert measures with the county jailer, on whose devotion he could depend. It was arranged that the latter should come privately to Dunseverick, so as to be in time for the interview—that he should tap at the parlour window, when Pincher would come out to join him—and that they then both, well armed, should proceed to the place of rendezvous—the jailor to remain in ambush close by, ready to rush forward to Pincher's assistance on hearing the discharge of his pistol. They set out before the appointed hour, so as to anticipate Johnson; and Pincher having carefully concealed his companion advanced alone—he locked the door of the summer-house behind him, and opened one of the windows, which stood some feet above the level of the ground, and there he remained, occasionally coughing to attract attention. After a short delay he saw the sailor coming towards him, and when he was near enough to hear distinctly, Pincher spoke— <box>1271 75 1546 632</box>
poem-line: Who has only "gone before," <box>96 504 221 514</box>
poem-line: With the heavy, crushing cross. <box>96 145 233 155</box>
paragraph: Pincher did as he was directed, and waited in the summer-house until he heard Johnson take the money. He allowed him time enough to go off, then sallied out, and then joined the jailor, to whom, however, he did not communicate the entire result of the meeting. <box>1577 123 1852 178</box>
poem-line: And our loss, though deep and heartfelt, <box>81 298 258 308</box>
poem-line: Then we'll meet our own loved Annie, <box>81 494 246 504</box>
